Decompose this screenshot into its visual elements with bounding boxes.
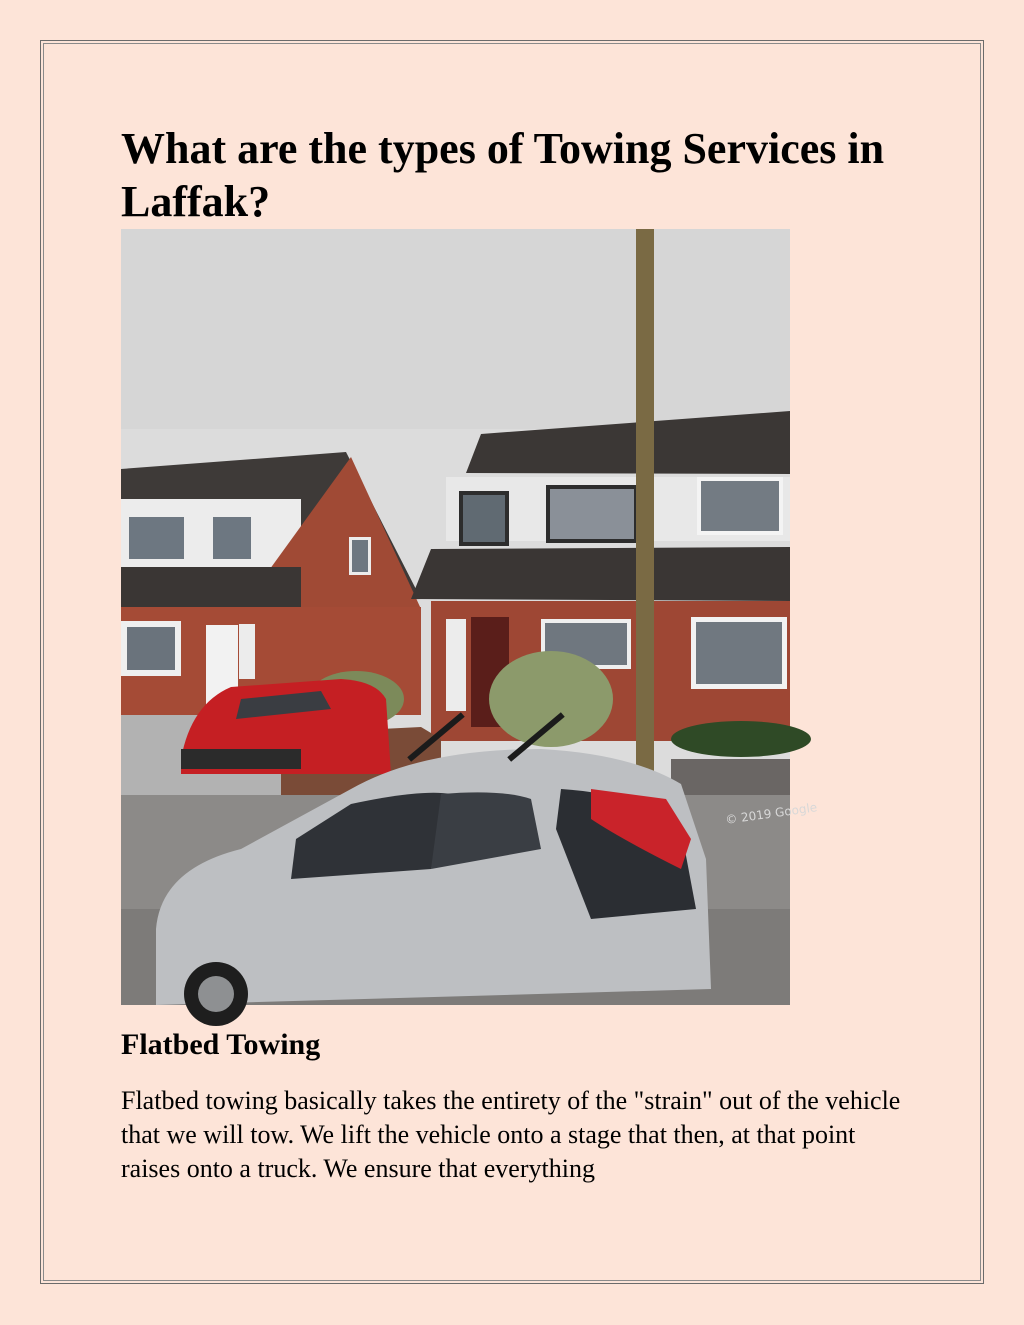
google-watermark: © 2019 Google — [724, 800, 819, 827]
section-paragraph-flatbed-towing: Flatbed towing basically takes the entirety of the "strain" out of the vehicle that we will tow. We lift the vehicle onto a stage that then, at that point raises onto a truck. We ensure that everything — [121, 1086, 901, 1183]
page-title: What are the types of Towing Services in Laffak? — [121, 124, 885, 226]
street-photo — [121, 229, 819, 1005]
section-heading-flatbed-towing: Flatbed Towing — [121, 1028, 321, 1061]
